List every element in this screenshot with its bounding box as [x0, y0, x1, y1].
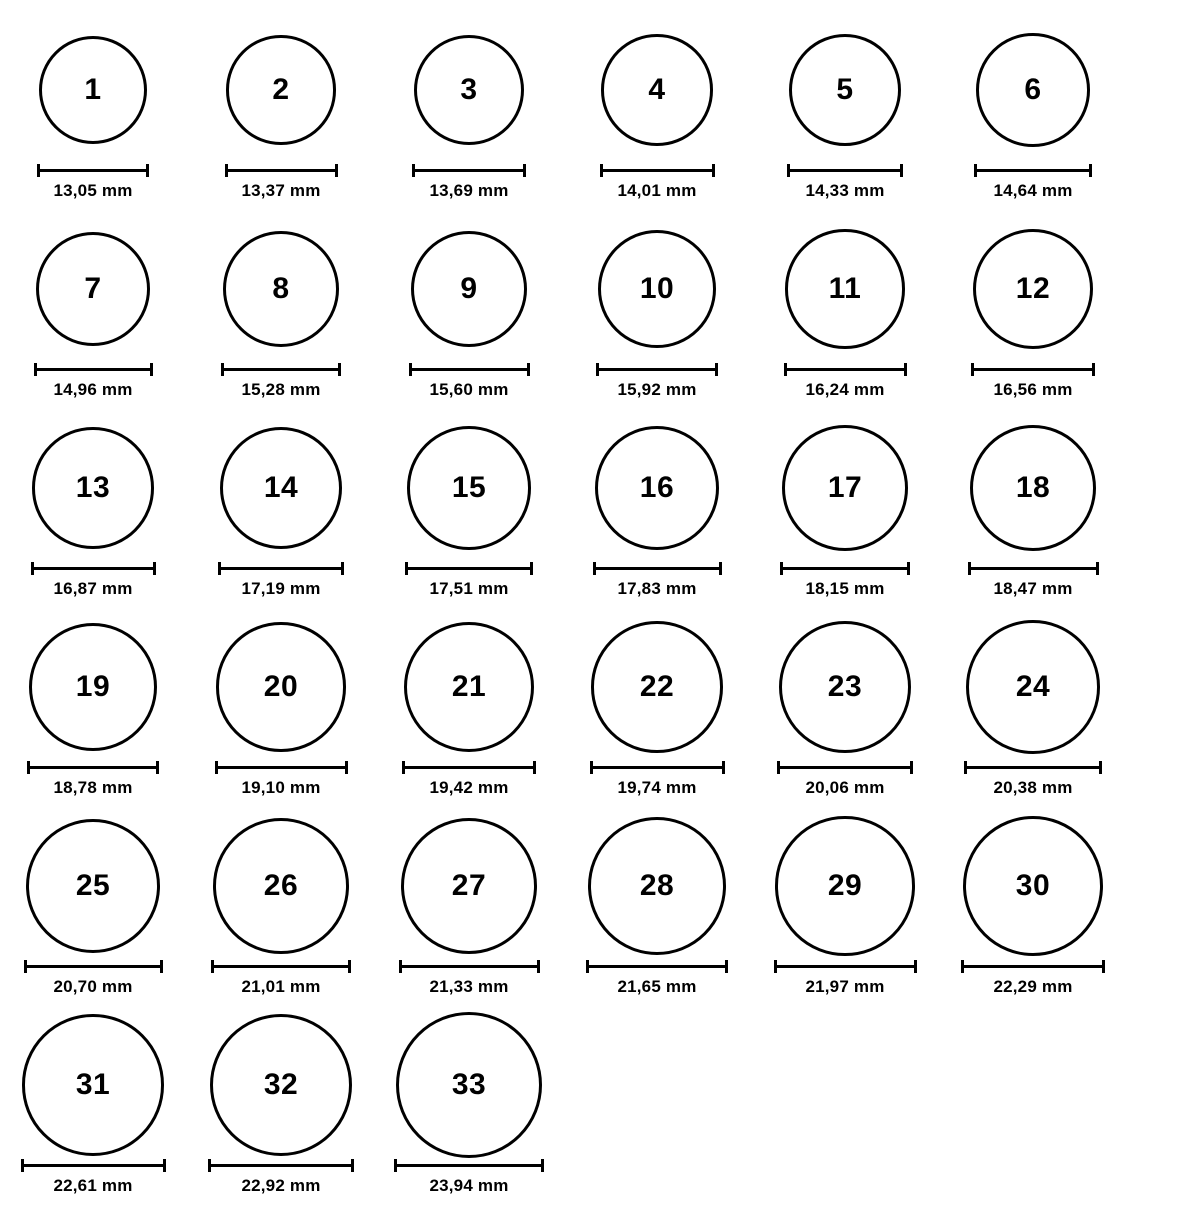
- measure-cap-right: [904, 363, 907, 376]
- ring-circle-wrap: [407, 418, 531, 558]
- measure-cap-left: [600, 164, 603, 177]
- measure-cap-right: [1089, 164, 1092, 177]
- measure-cap-left: [402, 761, 405, 774]
- ring-size-number: 27: [451, 868, 487, 902]
- ring-circle: [588, 817, 726, 955]
- ring-circle: [970, 425, 1097, 552]
- measure-cap-left: [221, 363, 224, 376]
- diameter-measure-bar: [225, 164, 338, 176]
- ring-circle-wrap: [973, 219, 1093, 359]
- ring-circle-wrap: [775, 816, 914, 956]
- ring-circle-wrap: [789, 20, 901, 160]
- ring-size-cell: [376, 20, 562, 219]
- ring-size-grid: [0, 20, 1200, 1214]
- ring-size-cell: [752, 20, 938, 219]
- ring-size-cell: [940, 20, 1126, 219]
- diameter-measure-bar: [405, 562, 533, 574]
- ring-circle-wrap: [785, 219, 904, 359]
- measure-cap-left: [24, 960, 27, 973]
- diameter-label: 16,87 mm: [53, 579, 133, 598]
- ring-circle: [963, 816, 1103, 956]
- ring-size-cell: [0, 816, 186, 1015]
- measure-line: [777, 766, 913, 769]
- ring-size-number: 1: [84, 73, 102, 106]
- diameter-label: 15,92 mm: [617, 380, 697, 399]
- diameter-measure-bar: [409, 363, 530, 375]
- diameter-label: 19,42 mm: [429, 778, 509, 797]
- measure-line: [964, 766, 1102, 769]
- diameter-label: 18,15 mm: [805, 579, 885, 598]
- measure-line: [593, 567, 722, 570]
- ring-circle: [414, 35, 524, 145]
- ring-size-cell: [376, 418, 562, 617]
- measure-line: [34, 368, 153, 371]
- ring-size-number: 13: [75, 470, 111, 504]
- measure-line: [218, 567, 344, 570]
- measure-line: [784, 368, 907, 371]
- ring-circle: [407, 426, 531, 550]
- measure-cap-left: [784, 363, 787, 376]
- measure-cap-left: [225, 164, 228, 177]
- ring-circle-wrap: [213, 816, 349, 956]
- measure-cap-left: [394, 1159, 397, 1172]
- diameter-label: 17,83 mm: [617, 579, 697, 598]
- ring-circle-wrap: [976, 20, 1090, 160]
- measure-cap-left: [586, 960, 589, 973]
- measure-line: [31, 567, 156, 570]
- measure-line: [780, 567, 910, 570]
- ring-size-number: 14: [263, 471, 299, 504]
- ring-size-number: 30: [1015, 869, 1051, 902]
- ring-circle-wrap: [404, 617, 534, 757]
- measure-line: [412, 169, 526, 172]
- measure-line: [600, 169, 715, 172]
- ring-circle: [22, 1014, 163, 1155]
- measure-cap-left: [412, 164, 415, 177]
- ring-size-cell: [188, 418, 374, 617]
- ring-size-cell: [0, 418, 186, 617]
- measure-line: [971, 368, 1095, 371]
- diameter-measure-bar: [24, 960, 163, 972]
- ring-circle: [404, 622, 534, 752]
- measure-cap-right: [527, 363, 530, 376]
- ring-circle: [973, 229, 1093, 349]
- measure-line: [211, 965, 351, 968]
- ring-size-cell: [188, 20, 374, 219]
- ring-circle-wrap: [29, 617, 157, 757]
- measure-line: [974, 169, 1092, 172]
- diameter-label: 19,10 mm: [241, 778, 321, 797]
- measure-line: [586, 965, 728, 968]
- ring-size-cell: [376, 219, 562, 418]
- ring-circle-wrap: [595, 418, 720, 558]
- measure-cap-right: [900, 164, 903, 177]
- ring-size-number: 32: [263, 1068, 299, 1101]
- ring-circle: [26, 819, 161, 954]
- ring-size-cell: [940, 816, 1126, 1015]
- measure-cap-right: [541, 1159, 544, 1172]
- ring-size-number: 28: [639, 869, 675, 902]
- measure-cap-right: [914, 960, 917, 973]
- diameter-measure-bar: [590, 761, 725, 773]
- ring-circle: [782, 425, 908, 551]
- ring-size-cell: [0, 1015, 186, 1214]
- measure-cap-left: [971, 363, 974, 376]
- measure-cap-right: [153, 562, 156, 575]
- measure-line: [402, 766, 536, 769]
- ring-size-cell: [940, 219, 1126, 418]
- ring-size-cell: [0, 219, 186, 418]
- ring-size-cell: [564, 418, 750, 617]
- ring-size-cell: [376, 1015, 562, 1214]
- measure-line: [968, 567, 1099, 570]
- measure-cap-left: [593, 562, 596, 575]
- diameter-label: 20,38 mm: [993, 778, 1073, 797]
- diameter-measure-bar: [221, 363, 341, 375]
- ring-circle: [32, 427, 153, 548]
- diameter-measure-bar: [787, 164, 903, 176]
- ring-circle: [598, 230, 716, 348]
- measure-cap-right: [537, 960, 540, 973]
- diameter-label: 14,96 mm: [53, 380, 133, 399]
- diameter-label: 14,33 mm: [805, 181, 885, 200]
- measure-cap-left: [405, 562, 408, 575]
- ring-circle-wrap: [588, 816, 726, 956]
- measure-cap-right: [156, 761, 159, 774]
- ring-circle-wrap: [591, 617, 722, 757]
- measure-line: [221, 368, 341, 371]
- ring-size-number: 31: [75, 1068, 111, 1101]
- ring-circle: [220, 427, 342, 549]
- measure-cap-left: [774, 960, 777, 973]
- diameter-measure-bar: [208, 1159, 354, 1171]
- ring-circle: [601, 34, 712, 145]
- diameter-measure-bar: [402, 761, 536, 773]
- ring-size-cell: [564, 816, 750, 1015]
- ring-circle-wrap: [966, 617, 1100, 757]
- ring-size-cell: [188, 1015, 374, 1214]
- measure-cap-right: [530, 562, 533, 575]
- diameter-measure-bar: [34, 363, 153, 375]
- diameter-label: 21,33 mm: [429, 977, 509, 996]
- measure-cap-left: [215, 761, 218, 774]
- measure-cap-left: [777, 761, 780, 774]
- ring-circle-wrap: [963, 816, 1103, 956]
- ring-size-number: 17: [827, 471, 863, 504]
- ring-circle-wrap: [220, 418, 342, 558]
- ring-size-cell: [0, 20, 186, 219]
- ring-size-number: 26: [263, 868, 299, 902]
- ring-size-cell: [188, 219, 374, 418]
- diameter-measure-bar: [780, 562, 910, 574]
- measure-cap-right: [907, 562, 910, 575]
- measure-cap-left: [208, 1159, 211, 1172]
- diameter-measure-bar: [971, 363, 1095, 375]
- ring-size-number: 11: [828, 272, 862, 305]
- ring-circle: [591, 621, 722, 752]
- diameter-measure-bar: [21, 1159, 166, 1171]
- measure-cap-left: [590, 761, 593, 774]
- measure-line: [399, 965, 540, 968]
- ring-circle: [966, 620, 1100, 754]
- ring-size-cell: [188, 816, 374, 1015]
- measure-line: [394, 1164, 544, 1167]
- ring-circle: [396, 1012, 542, 1158]
- ring-size-number: 33: [451, 1068, 487, 1101]
- ring-circle: [785, 229, 904, 348]
- measure-cap-left: [399, 960, 402, 973]
- ring-size-cell: [0, 617, 186, 816]
- ring-size-cell: [752, 418, 938, 617]
- measure-cap-right: [150, 363, 153, 376]
- ring-circle: [36, 232, 151, 347]
- diameter-label: 16,56 mm: [993, 380, 1073, 399]
- diameter-measure-bar: [600, 164, 715, 176]
- diameter-measure-bar: [412, 164, 526, 176]
- ring-circle-wrap: [39, 20, 147, 160]
- ring-circle-wrap: [411, 219, 528, 359]
- measure-cap-right: [335, 164, 338, 177]
- ring-size-number: 6: [1024, 72, 1042, 106]
- ring-size-number: 10: [639, 272, 675, 305]
- ring-size-number: 2: [272, 72, 290, 106]
- diameter-label: 20,70 mm: [53, 977, 133, 996]
- ring-size-number: 18: [1015, 471, 1051, 504]
- ring-circle: [216, 622, 345, 751]
- ring-circle: [29, 623, 157, 751]
- ring-circle-wrap: [32, 418, 153, 558]
- diameter-label: 17,51 mm: [429, 579, 509, 598]
- measure-cap-right: [341, 562, 344, 575]
- measure-cap-left: [37, 164, 40, 177]
- diameter-label: 20,06 mm: [805, 778, 885, 797]
- ring-size-cell: [188, 617, 374, 816]
- measure-line: [961, 965, 1105, 968]
- ring-circle-wrap: [210, 1015, 352, 1155]
- diameter-label: 21,97 mm: [805, 977, 885, 996]
- ring-circle-wrap: [401, 816, 538, 956]
- ring-circle-wrap: [970, 418, 1097, 558]
- ring-size-number: 4: [648, 73, 666, 106]
- ring-circle-wrap: [782, 418, 908, 558]
- ring-size-number: 25: [75, 869, 111, 902]
- measure-cap-right: [523, 164, 526, 177]
- diameter-measure-bar: [394, 1159, 544, 1171]
- measure-line: [774, 965, 917, 968]
- ring-circle: [595, 426, 720, 551]
- diameter-label: 16,24 mm: [805, 380, 885, 399]
- ring-size-number: 7: [84, 272, 102, 305]
- measure-cap-left: [31, 562, 34, 575]
- measure-line: [409, 368, 530, 371]
- ring-size-cell: [940, 617, 1126, 816]
- diameter-measure-bar: [37, 164, 149, 176]
- ring-circle: [223, 231, 339, 347]
- measure-cap-right: [160, 960, 163, 973]
- diameter-label: 19,74 mm: [617, 778, 697, 797]
- ring-size-cell: [752, 617, 938, 816]
- ring-circle: [411, 231, 528, 348]
- diameter-label: 15,60 mm: [429, 380, 509, 399]
- measure-cap-right: [338, 363, 341, 376]
- measure-cap-right: [533, 761, 536, 774]
- measure-cap-right: [719, 562, 722, 575]
- ring-size-number: 15: [451, 471, 487, 504]
- measure-cap-right: [351, 1159, 354, 1172]
- measure-cap-right: [146, 164, 149, 177]
- diameter-measure-bar: [586, 960, 728, 972]
- measure-cap-left: [780, 562, 783, 575]
- ring-size-number: 3: [460, 73, 478, 106]
- measure-line: [21, 1164, 166, 1167]
- measure-line: [787, 169, 903, 172]
- diameter-label: 18,78 mm: [53, 778, 133, 797]
- ring-size-cell: [376, 617, 562, 816]
- measure-cap-right: [712, 164, 715, 177]
- measure-line: [590, 766, 725, 769]
- diameter-measure-bar: [596, 363, 718, 375]
- diameter-label: 13,37 mm: [241, 181, 321, 200]
- measure-cap-left: [961, 960, 964, 973]
- measure-cap-left: [211, 960, 214, 973]
- ring-size-number: 9: [460, 271, 478, 305]
- ring-size-cell: [564, 219, 750, 418]
- ring-circle: [39, 36, 147, 144]
- diameter-label: 14,64 mm: [993, 181, 1073, 200]
- diameter-label: 21,65 mm: [617, 977, 697, 996]
- ring-size-number: 19: [75, 669, 111, 703]
- ring-size-number: 21: [451, 670, 487, 703]
- diameter-label: 15,28 mm: [241, 380, 321, 399]
- diameter-measure-bar: [211, 960, 351, 972]
- measure-cap-right: [910, 761, 913, 774]
- measure-cap-left: [968, 562, 971, 575]
- diameter-label: 13,69 mm: [429, 181, 509, 200]
- ring-size-number: 16: [639, 470, 675, 504]
- measure-cap-left: [218, 562, 221, 575]
- diameter-measure-bar: [974, 164, 1092, 176]
- measure-cap-left: [409, 363, 412, 376]
- ring-circle-wrap: [396, 1015, 542, 1155]
- diameter-measure-bar: [218, 562, 344, 574]
- measure-line: [596, 368, 718, 371]
- ring-size-cell: [940, 418, 1126, 617]
- measure-line: [24, 965, 163, 968]
- ring-circle: [789, 34, 901, 146]
- measure-cap-left: [34, 363, 37, 376]
- ring-circle-wrap: [216, 617, 345, 757]
- diameter-measure-bar: [27, 761, 159, 773]
- ring-size-cell: [376, 816, 562, 1015]
- diameter-measure-bar: [777, 761, 913, 773]
- measure-cap-left: [596, 363, 599, 376]
- ring-size-number: 20: [263, 669, 299, 703]
- ring-circle: [779, 621, 911, 753]
- ring-circle-wrap: [414, 20, 524, 160]
- diameter-measure-bar: [215, 761, 348, 773]
- ring-circle-wrap: [26, 816, 161, 956]
- measure-cap-right: [725, 960, 728, 973]
- measure-cap-left: [974, 164, 977, 177]
- measure-cap-left: [964, 761, 967, 774]
- diameter-measure-bar: [964, 761, 1102, 773]
- diameter-measure-bar: [774, 960, 917, 972]
- ring-size-cell: [564, 20, 750, 219]
- ring-size-number: 24: [1015, 670, 1051, 703]
- ring-circle-wrap: [226, 20, 335, 160]
- ring-circle: [213, 818, 349, 954]
- diameter-label: 17,19 mm: [241, 579, 321, 598]
- measure-line: [215, 766, 348, 769]
- measure-cap-left: [21, 1159, 24, 1172]
- ring-size-cell: [564, 617, 750, 816]
- diameter-label: 13,05 mm: [53, 181, 133, 200]
- diameter-label: 18,47 mm: [993, 579, 1073, 598]
- ring-circle: [226, 35, 335, 144]
- measure-line: [27, 766, 159, 769]
- diameter-measure-bar: [784, 363, 907, 375]
- ring-size-cell: [752, 816, 938, 1015]
- measure-cap-left: [27, 761, 30, 774]
- ring-size-number: 5: [836, 72, 854, 106]
- ring-circle-wrap: [22, 1015, 163, 1155]
- measure-line: [208, 1164, 354, 1167]
- measure-line: [37, 169, 149, 172]
- measure-cap-right: [1099, 761, 1102, 774]
- ring-size-number: 22: [639, 670, 675, 703]
- diameter-label: 22,92 mm: [241, 1176, 321, 1195]
- diameter-label: 14,01 mm: [617, 181, 697, 200]
- measure-cap-left: [787, 164, 790, 177]
- ring-circle-wrap: [601, 20, 712, 160]
- measure-line: [405, 567, 533, 570]
- ring-size-number: 23: [827, 669, 863, 703]
- ring-circle: [775, 816, 914, 955]
- ring-circle-wrap: [36, 219, 151, 359]
- measure-cap-right: [1096, 562, 1099, 575]
- ring-size-cell: [752, 219, 938, 418]
- measure-cap-right: [1102, 960, 1105, 973]
- ring-circle-wrap: [598, 219, 716, 359]
- ring-size-number: 8: [272, 272, 290, 305]
- measure-line: [225, 169, 338, 172]
- diameter-measure-bar: [968, 562, 1099, 574]
- measure-cap-right: [722, 761, 725, 774]
- ring-circle-wrap: [779, 617, 911, 757]
- diameter-measure-bar: [593, 562, 722, 574]
- diameter-label: 22,29 mm: [993, 977, 1073, 996]
- measure-cap-right: [1092, 363, 1095, 376]
- ring-circle: [401, 818, 538, 955]
- measure-cap-right: [715, 363, 718, 376]
- diameter-measure-bar: [961, 960, 1105, 972]
- ring-circle: [210, 1014, 352, 1156]
- ring-size-number: 29: [827, 869, 863, 902]
- measure-cap-right: [348, 960, 351, 973]
- diameter-measure-bar: [399, 960, 540, 972]
- diameter-label: 22,61 mm: [53, 1176, 133, 1195]
- ring-circle: [976, 33, 1090, 147]
- diameter-measure-bar: [31, 562, 156, 574]
- ring-size-number: 12: [1015, 271, 1051, 305]
- ring-circle-wrap: [223, 219, 339, 359]
- measure-cap-right: [345, 761, 348, 774]
- diameter-label: 21,01 mm: [241, 977, 321, 996]
- diameter-label: 23,94 mm: [429, 1176, 509, 1195]
- measure-cap-right: [163, 1159, 166, 1172]
